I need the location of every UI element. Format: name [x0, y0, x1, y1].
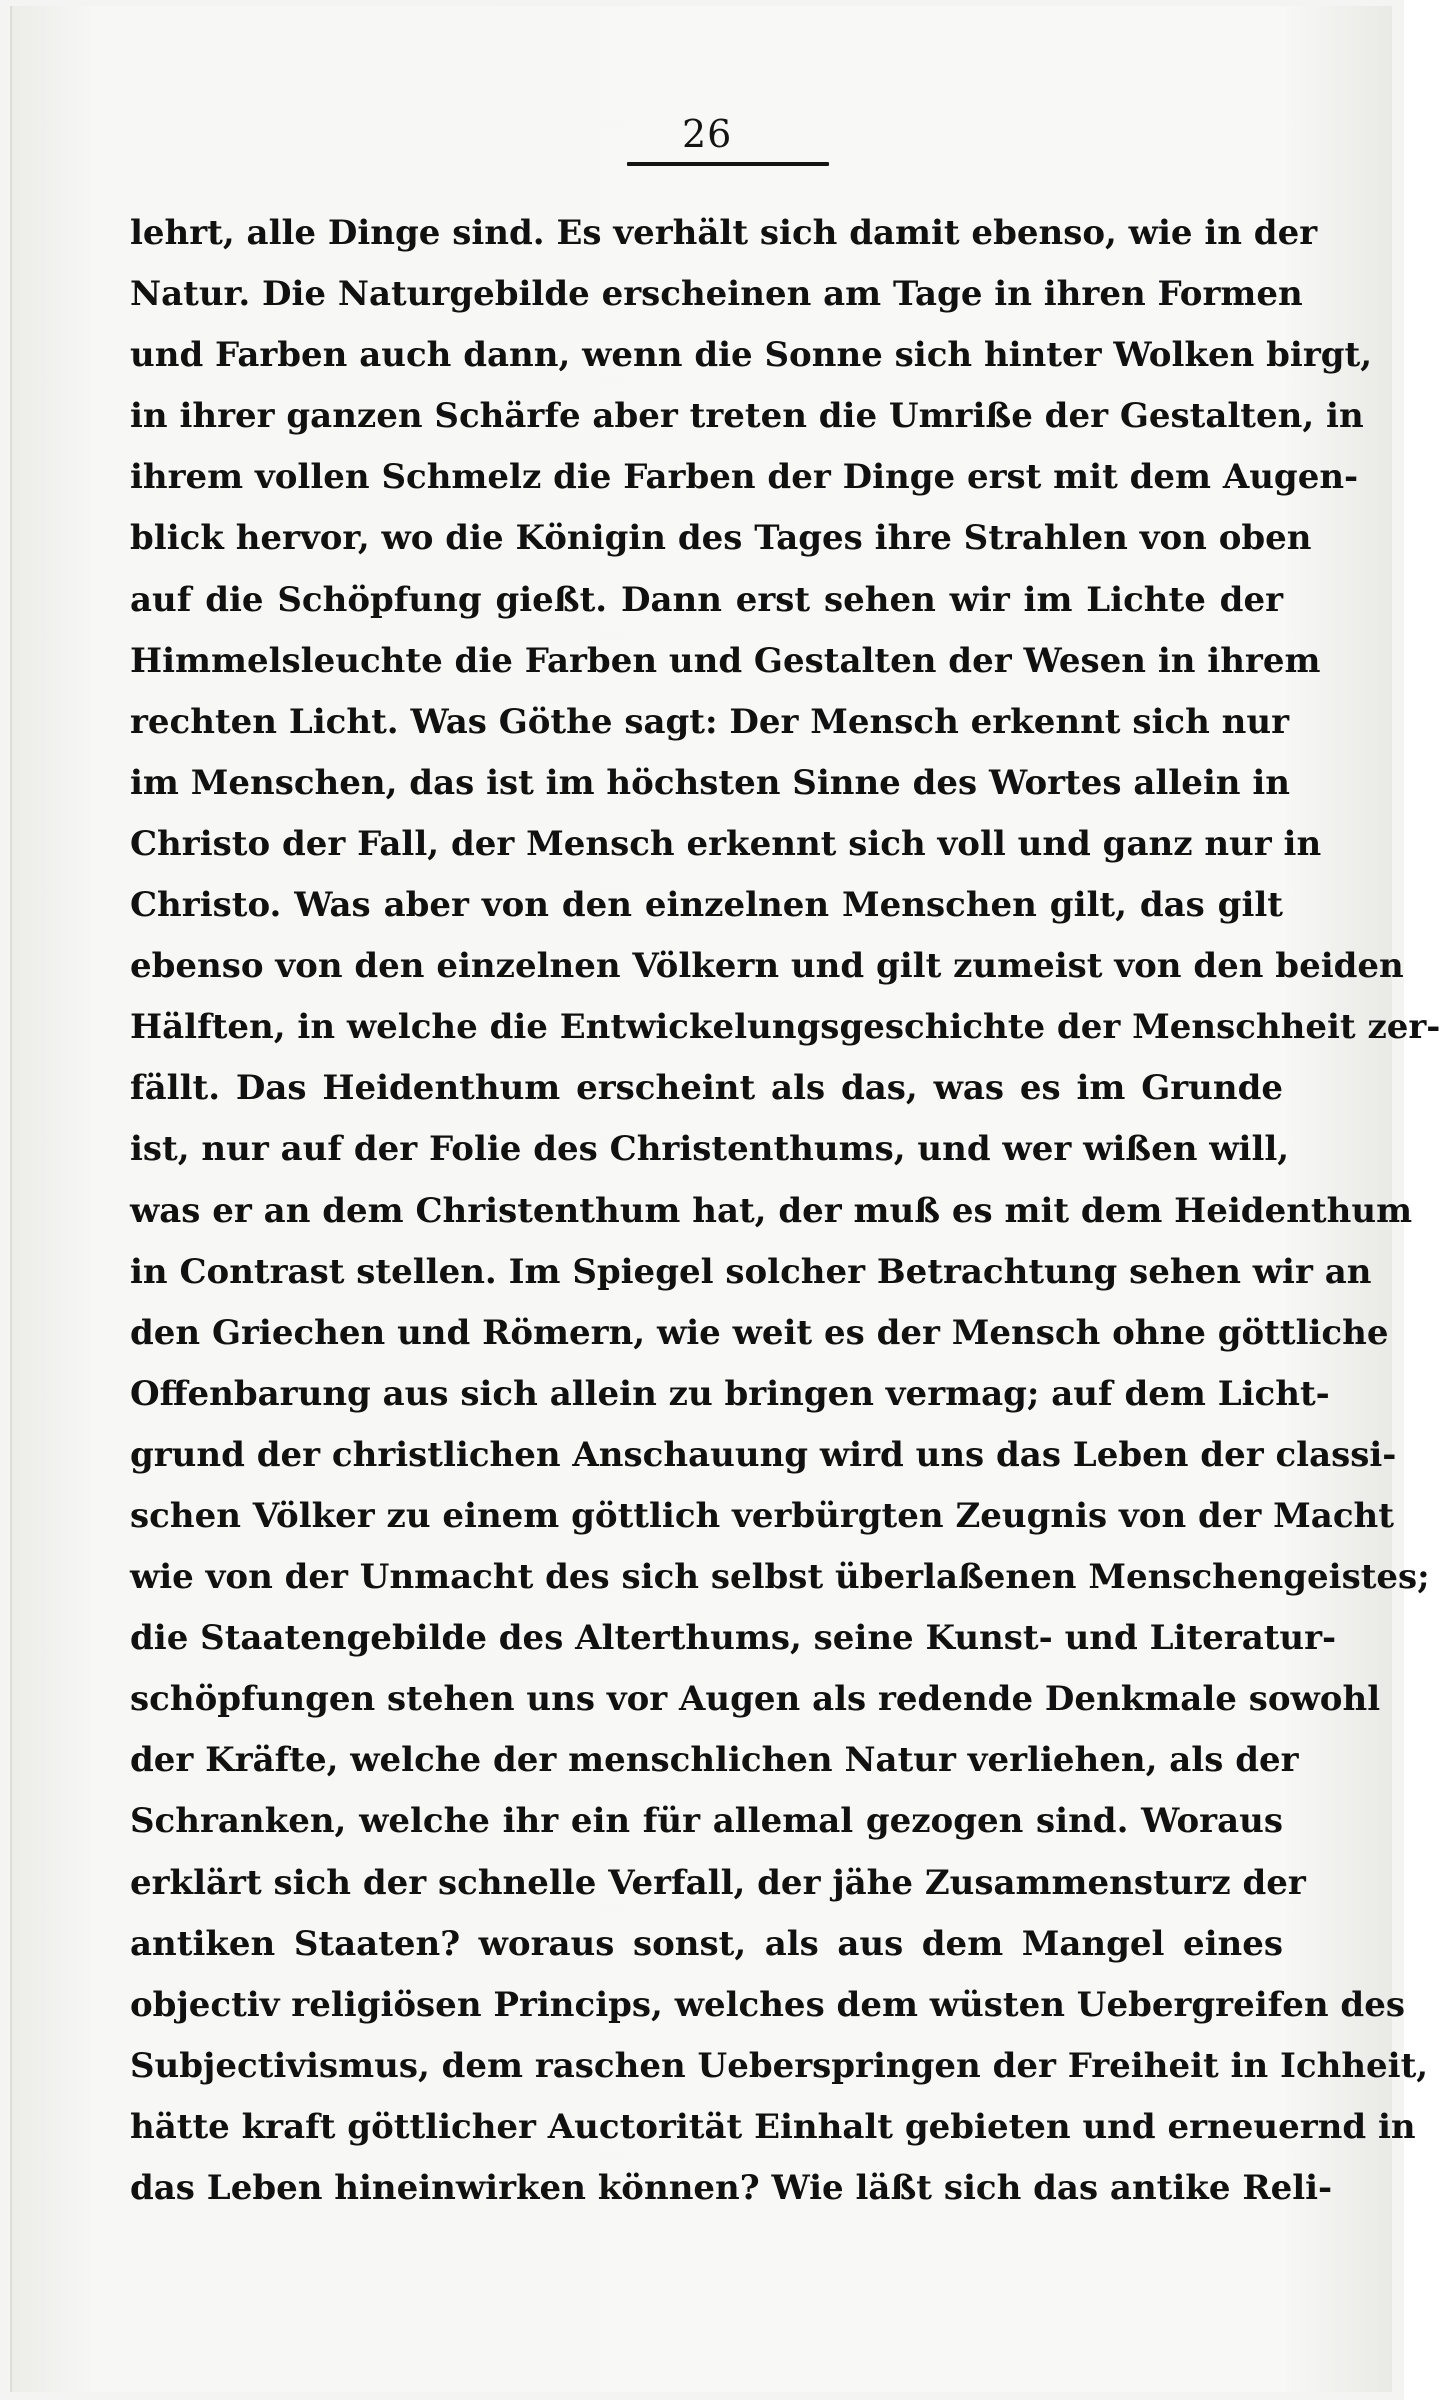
text-line: lehrt, alle Dinge sind. Es verhält sich damit ebenso, wie in der [130, 213, 1318, 253]
text-line: ebenso von den einzelnen Völkern und gilt zumeist von den beiden [130, 946, 1404, 987]
text-line: fällt. Das Heidenthum erscheint als das, was es im Grunde [130, 1068, 1283, 1109]
text-line: Offenbarung aus sich allein zu bringen vermag; auf dem Licht- [130, 1373, 1330, 1414]
text-line: Subjectivismus, dem raschen Ueberspringen der Freiheit in Ichheit, [130, 2045, 1429, 2086]
text-line: in Contrast stellen. Im Spiegel solcher Betrachtung sehen wir an [130, 1251, 1372, 1292]
text-line: schen Völker zu einem göttlich verbürgten Zeugnis von der Macht [130, 1495, 1394, 1536]
text-line: rechten Licht. Was Göthe sagt: Der Mensch erkennt sich nur [130, 701, 1290, 742]
text-line: in ihrer ganzen Schärfe aber treten die Umriße der Gestalten, in [130, 396, 1364, 437]
text-line: den Griechen und Römern, wie weit es der Mensch ohne göttliche [130, 1312, 1389, 1353]
text-line: objectiv religiösen Princips, welches dem wüsten Uebergreifen des [130, 1984, 1405, 2025]
text-line: was er an dem Christenthum hat, der muß es mit dem Heidenthum [130, 1190, 1413, 1231]
text-line: schöpfungen stehen uns vor Augen als redende Denkmale sowohl [130, 1679, 1381, 1720]
text-line: die Staatengebilde des Alterthums, seine Kunst- und Literatur- [130, 1618, 1337, 1659]
text-line: ist, nur auf der Folie des Christenthums, und wer wißen will, [130, 1129, 1290, 1170]
text-line: wie von der Unmacht des sich selbst überlaßenen Menschengeistes; [130, 1557, 1430, 1598]
header-rule [627, 162, 829, 166]
text-line: blick hervor, wo die Königin des Tages ihre Strahlen von oben [130, 518, 1312, 559]
page-number: 26 [682, 112, 733, 156]
text-line: Natur. Die Naturgebilde erscheinen am Tage in ihren Formen [130, 274, 1303, 315]
text-line: der Kräfte, welche der menschlichen Natur verliehen, als der [130, 1740, 1299, 1781]
text-line: Schranken, welche ihr ein für allemal gezogen sind. Woraus [130, 1801, 1283, 1842]
text-line: im Menschen, das ist im höchsten Sinne des Wortes allein in [130, 762, 1290, 803]
text-line: und Farben auch dann, wenn die Sonne sich hinter Wolken birgt, [130, 335, 1373, 376]
text-line: Christo der Fall, der Mensch erkennt sich voll und ganz nur in [130, 823, 1322, 864]
text-line: Christo. Was aber von den einzelnen Menschen gilt, das gilt [130, 885, 1283, 926]
text-line: Himmelsleuchte die Farben und Gestalten der Wesen in ihrem [130, 640, 1321, 681]
body-text [130, 203, 1440, 2219]
text-line: Hälften, in welche die Entwickelungsgeschichte der Menschheit zer- [130, 1007, 1440, 1048]
text-line: auf die Schöpfung gießt. Dann erst sehen wir im Lichte der [130, 579, 1283, 620]
text-line: erklärt sich der schnelle Verfall, der jähe Zusammensturz der [130, 1862, 1306, 1903]
text-line: ihrem vollen Schmelz die Farben der Dinge erst mit dem Augen- [130, 457, 1359, 498]
text-line: antiken Staaten? woraus sonst, als aus dem Mangel eines [130, 1923, 1283, 1964]
text-line: hätte kraft göttlicher Auctorität Einhalt gebieten und erneuernd in [130, 2106, 1416, 2147]
text-line: das Leben hineinwirken können? Wie läßt sich das antike Reli- [130, 2168, 1333, 2208]
text-line: grund der christlichen Anschauung wird uns das Leben der classi- [130, 1434, 1397, 1475]
